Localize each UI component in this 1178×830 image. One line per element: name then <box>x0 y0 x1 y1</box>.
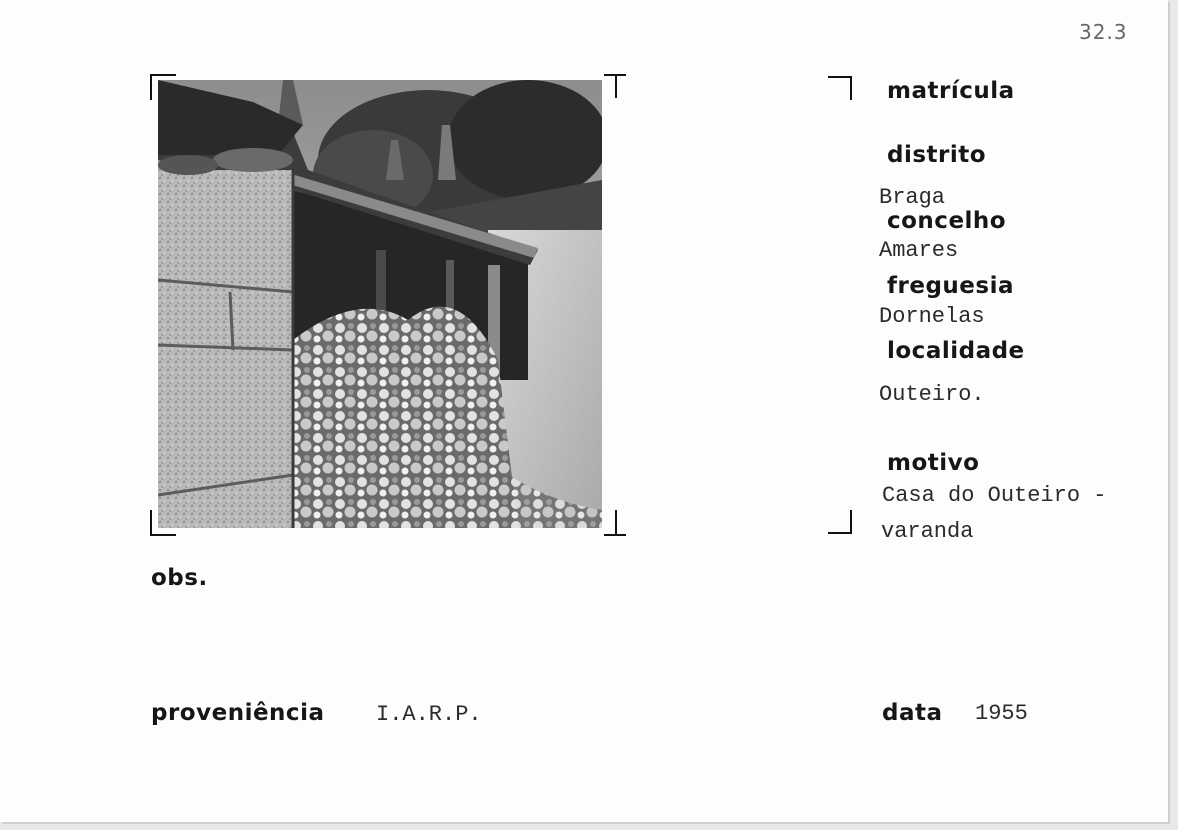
label-localidade: localidade <box>887 338 1025 364</box>
photo-crop-mark-bottom-right-stem <box>615 510 617 534</box>
label-distrito: distrito <box>887 142 987 168</box>
fields-crop-mark-bottom-stem <box>850 510 852 534</box>
photograph-casa-do-outeiro-varanda <box>158 80 602 528</box>
label-concelho: concelho <box>887 208 1007 234</box>
value-data: 1955 <box>975 701 1028 726</box>
label-data: data <box>882 700 943 726</box>
fields-crop-mark-top <box>828 76 852 78</box>
reference-number: 32.3 <box>1079 20 1128 44</box>
value-motivo-line2: varanda <box>881 519 974 544</box>
fields-crop-mark-bottom <box>828 532 852 534</box>
value-distrito: Braga <box>879 185 946 210</box>
value-concelho: Amares <box>879 238 959 263</box>
label-matricula: matrícula <box>887 78 1015 104</box>
label-freguesia: freguesia <box>887 273 1014 299</box>
value-motivo-line1: Casa do Outeiro - <box>882 483 1107 508</box>
value-localidade: Outeiro. <box>879 382 985 407</box>
label-motivo: motivo <box>887 450 980 476</box>
value-proveniencia: I.A.R.P. <box>376 702 482 727</box>
fields-crop-mark-top-stem <box>850 76 852 100</box>
label-obs: obs. <box>151 565 208 591</box>
photo-crop-mark-top-right-stem <box>615 74 617 98</box>
value-freguesia: Dornelas <box>879 304 985 329</box>
label-proveniencia: proveniência <box>151 700 325 726</box>
